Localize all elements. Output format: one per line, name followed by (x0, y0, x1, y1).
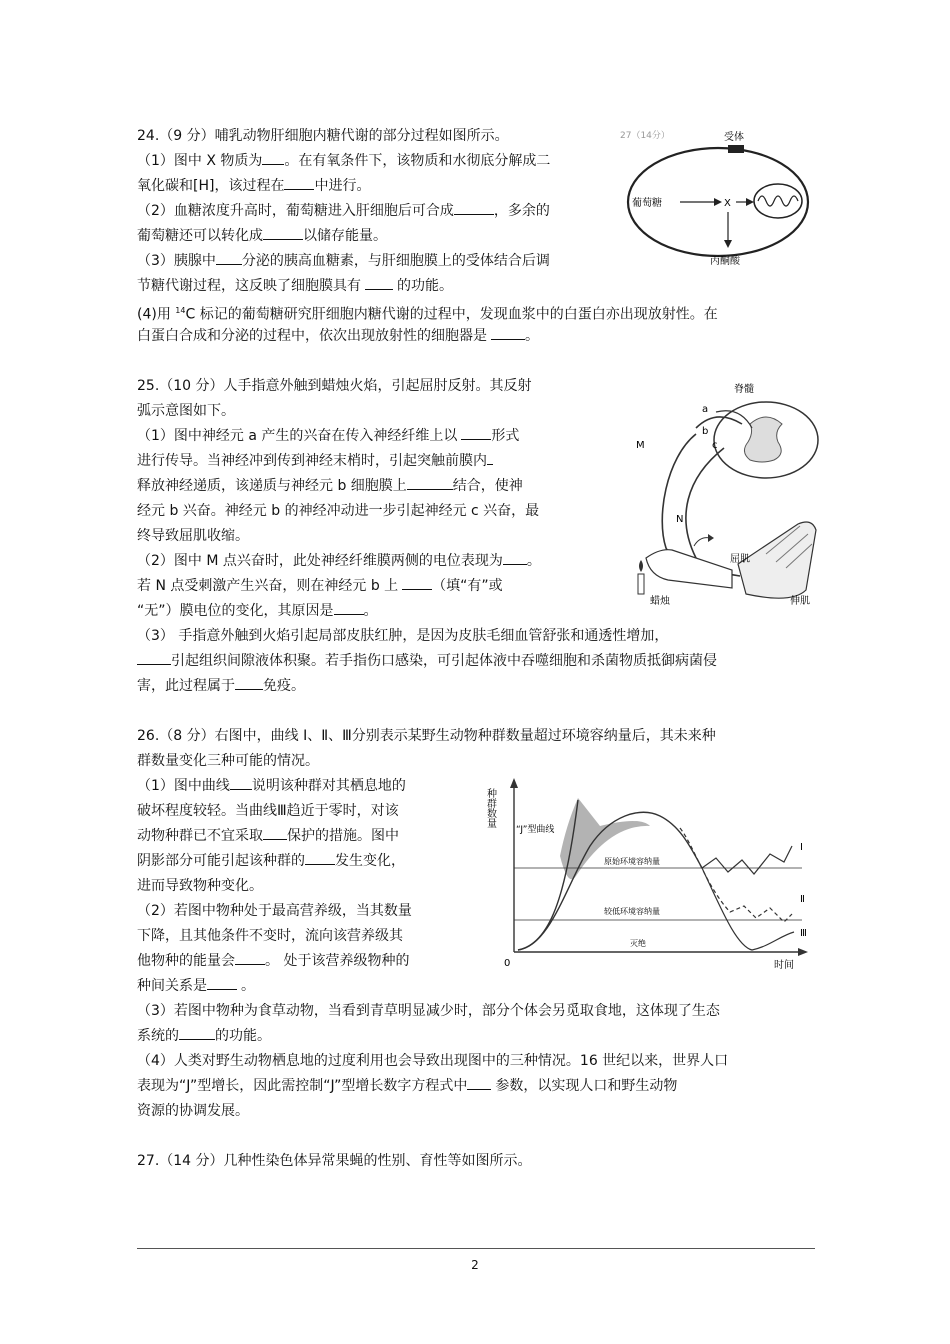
j-curve-label: “J”型曲线 (516, 825, 555, 835)
mitochondrion-icon (754, 184, 802, 218)
svg-text:葡萄糖: 葡萄糖 (632, 198, 662, 209)
q24-p2a: （2）血糖浓度升高时，葡萄糖进入肝细胞后可合成 (137, 203, 454, 219)
q25-title1: 25.（10 分）人手指意外触到蜡烛火焰，引起屈肘反射。其反射 (137, 378, 532, 394)
reflex-arc-figure (626, 378, 822, 612)
q24-p2d: 以储存能量。 (303, 228, 387, 244)
footer-rule (137, 1248, 815, 1249)
extinct-label: 灭绝 (630, 939, 646, 948)
q24-p3c: 节糖代谢过程，这反映了细胞膜具有 (137, 278, 361, 294)
flame-icon (639, 560, 643, 572)
svg-text:脊髓: 脊髓 (734, 384, 754, 395)
blank (461, 426, 491, 440)
svg-text:X: X (724, 198, 731, 209)
blank (407, 476, 453, 490)
svg-text:Ⅰ: Ⅰ (800, 842, 803, 853)
q24-title: 24.（9 分）哺乳动物肝细胞内糖代谢的部分过程如图所示。 (137, 128, 509, 144)
blank (216, 251, 242, 265)
q24-p1c: 氧化碳和[H]，该过程在 (137, 178, 285, 194)
q24-p3a: （3）胰腺中 (137, 253, 216, 269)
original-k-label: 原始环境容纳量 (604, 857, 660, 866)
q24-p1d: 中进行。 (314, 178, 371, 194)
q24-p2b: ，多余的 (493, 203, 550, 219)
blank (365, 276, 393, 290)
svg-text:丙酮酸: 丙酮酸 (710, 256, 740, 267)
blank (263, 226, 303, 240)
blank (503, 551, 527, 565)
q25-title2: 弧示意图如下。 (137, 403, 235, 419)
hand-outline (646, 550, 732, 588)
svg-text:b: b (702, 426, 709, 437)
svg-text:Ⅲ: Ⅲ (800, 928, 807, 939)
x-axis-label: 时间 (774, 960, 794, 971)
blank (235, 951, 265, 965)
q24-p4b: 白蛋白合成和分泌的过程中，依次出现放射性的细胞器是 (137, 328, 487, 344)
lower-k-label: 较低环境容纳量 (604, 907, 660, 916)
svg-text:屈肌: 屈肌 (730, 554, 750, 565)
svg-text:c: c (712, 440, 718, 451)
svg-text:伸肌: 伸肌 (790, 596, 810, 607)
svg-text:a: a (702, 404, 709, 415)
blank (402, 576, 432, 590)
blank (262, 151, 284, 165)
curve-2 (680, 828, 792, 922)
blank (467, 1076, 491, 1090)
blank (491, 326, 525, 340)
blank (207, 976, 237, 990)
blank (179, 1026, 215, 1040)
receptor-mark (728, 145, 744, 153)
svg-text:Ⅱ: Ⅱ (800, 894, 805, 905)
blank (137, 651, 171, 665)
q24-p1a: （1）图中 X 物质为 (137, 153, 263, 169)
population-chart (480, 776, 820, 976)
svg-text:N: N (676, 514, 684, 525)
blank (284, 176, 314, 190)
page-number: 2 (471, 1258, 479, 1272)
liver-cell-figure (618, 124, 814, 274)
svg-text:M: M (636, 440, 645, 451)
shaded-area (560, 798, 650, 879)
blank (235, 676, 263, 690)
y-axis-label: 种群数量 (484, 788, 496, 828)
q27-title: 27.（14 分）几种性染色体异常果蝇的性别、育性等如图所示。 (137, 1153, 532, 1169)
blank (487, 451, 493, 465)
q24-p3d: 的功能。 (397, 278, 453, 294)
blank (305, 851, 335, 865)
blank (230, 776, 252, 790)
svg-text:蜡烛: 蜡烛 (650, 596, 670, 607)
blank (454, 201, 494, 215)
blank (263, 826, 287, 840)
q24-p2c: 葡萄糖还可以转化成 (137, 228, 263, 244)
curve-3 (702, 868, 794, 950)
blank (334, 601, 364, 615)
svg-text:受体: 受体 (724, 132, 744, 143)
curve-1 (702, 846, 792, 874)
q24-p1b: 。在有氧条件下，该物质和水彻底分解成二 (284, 153, 551, 169)
origin-label: 0 (504, 958, 511, 969)
q24-p3b: 分泌的胰高血糖素，与肝细胞膜上的受体结合后调 (241, 253, 550, 269)
candle-icon (638, 574, 644, 594)
svg-text:27（14分）: 27（14分） (620, 131, 670, 141)
